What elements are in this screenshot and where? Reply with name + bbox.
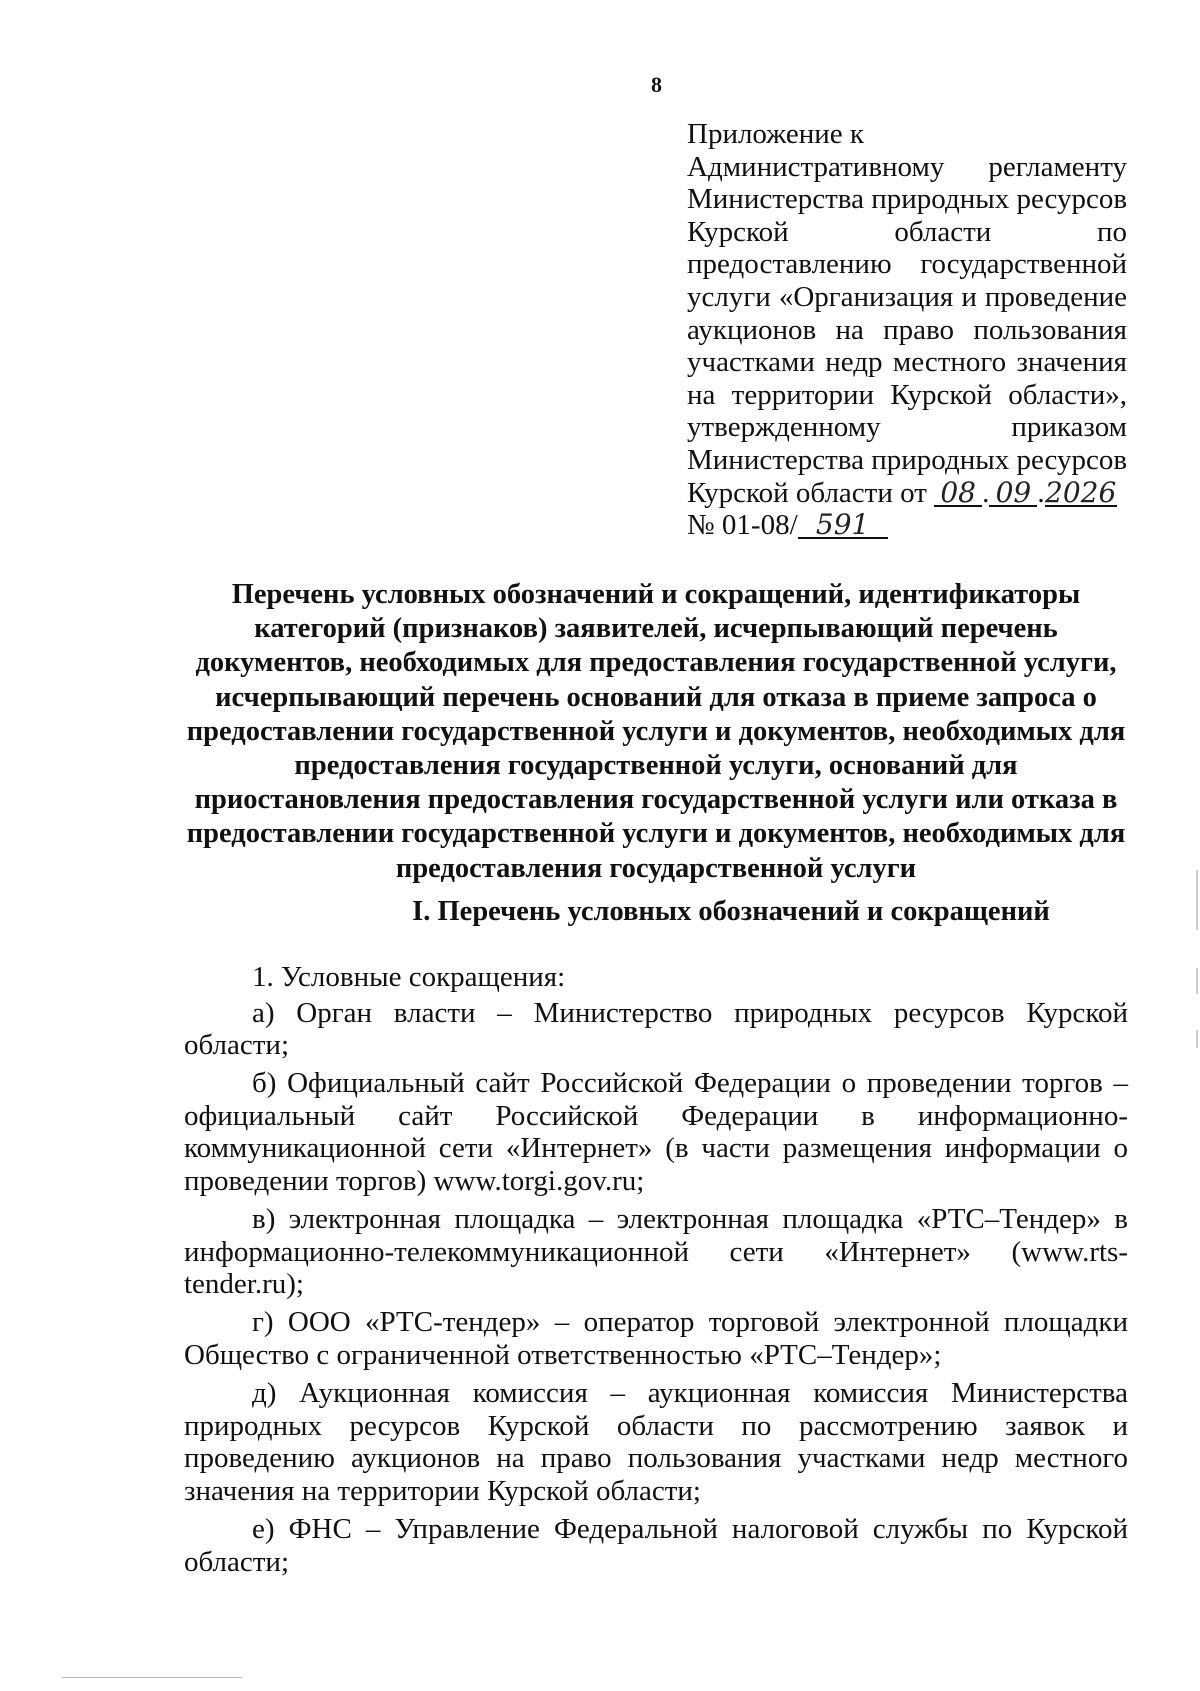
annex-date-prefix: Курской области от xyxy=(687,476,927,509)
annex-line: Приложение к xyxy=(687,118,864,150)
section-body xyxy=(184,961,1128,1584)
annex-line: Курской области по xyxy=(687,215,1127,248)
handwritten-date-year: 2026 xyxy=(1045,475,1117,509)
list-item: е) ФНС – Управление Федеральной налоговой службы по Курской области; xyxy=(184,1513,1128,1578)
list-item: а) Орган власти – Министерство природных ресурсов Курской области; xyxy=(184,996,1128,1062)
annex-header xyxy=(687,118,1127,542)
annex-line: на территории Курской области», xyxy=(687,378,1127,411)
list-item: в) электронная площадка – электронная площадка «РТС–Тендер» в информационно-телекоммуникационной сети «Интернет» (www.rts-tender.ru); xyxy=(184,1203,1128,1301)
section-title: I. Перечень условных обозначений и сокращений xyxy=(412,896,1050,927)
handwritten-date-month: 09 xyxy=(989,481,1037,507)
list-item: д) Аукционная комиссия – аукционная комиссия Министерства природных ресурсов Курской области по рассмотрению заявок и проведению аукционов на право пользования участками недр местного значения на территории Курской области; xyxy=(184,1377,1128,1507)
annex-line: предоставлению государственной xyxy=(687,248,1127,281)
section-intro: 1. Условные сокращения: xyxy=(252,961,566,993)
annex-line: аукционов на право пользования xyxy=(687,313,1127,346)
annex-line: Министерства природных ресурсов xyxy=(687,183,1128,216)
annex-line: Административному регламенту xyxy=(687,150,1127,183)
page-number: 8 xyxy=(651,72,662,97)
scan-edge-mark xyxy=(1196,1030,1198,1048)
scan-edge-mark xyxy=(1196,968,1198,994)
footer-rule xyxy=(62,1677,242,1678)
annex-date-line: Курской области от 08 . 09 .2026 xyxy=(687,475,1117,509)
document-title: Перечень условных обозначений и сокращений, идентификаторы категорий (признаков) заявителей, исчерпывающий перечень документов, необходимых для предоставления государственной услуги, исчерпывающий перечень оснований для отказа в приеме запроса о предоставлении государственной услуги и документов, необходимых для предоставления государственной услуги, оснований для приостановления предоставления государственной услуги или отказа в предоставлении государственной услуги и документов, необходимых для предоставления государственной услуги xyxy=(186,579,1126,884)
annex-line: утвержденному приказом xyxy=(687,411,1127,444)
annex-line: Министерства природных ресурсов xyxy=(687,443,1128,476)
list-item: б) Официальный сайт Российской Федерации о проведении торгов – официальный сайт Российской Федерации в информационно-коммуникационной сети «Интернет» (в части размещения информации о проведении торгов) www.torgi.gov.ru; xyxy=(184,1067,1128,1198)
list-item: г) ООО «РТС-тендер» – оператор торговой электронной площадки Общество с ограниченной ответственностью «РТС–Тендер»; xyxy=(184,1306,1128,1372)
annex-number-prefix: № 01-08/ xyxy=(687,509,798,542)
annex-line: участками недр местного значения xyxy=(687,346,1127,379)
handwritten-order-number: 591 xyxy=(798,513,888,539)
scan-edge-mark xyxy=(1196,870,1198,930)
annex-number-line xyxy=(687,509,1127,542)
annex-line: услуги «Организация и проведение xyxy=(687,280,1127,313)
handwritten-date-day: 08 xyxy=(934,481,982,507)
